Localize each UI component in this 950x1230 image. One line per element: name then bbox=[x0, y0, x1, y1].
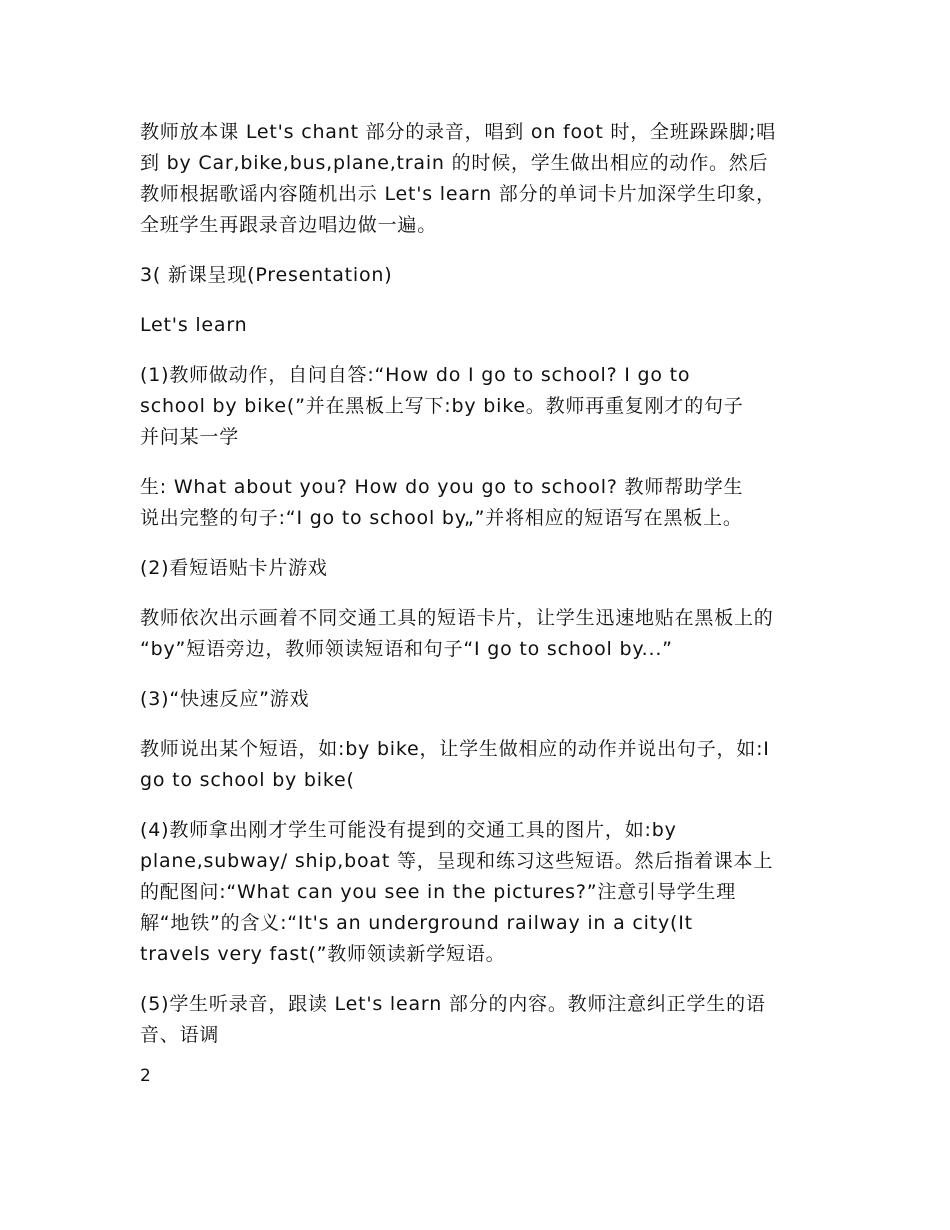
paragraph-step-2-heading bbox=[140, 553, 820, 584]
text-line: (1)教师做动作，自问自答:“How do I go to school? I go to bbox=[140, 364, 691, 386]
text-line: 说出完整的句子:“I go to school by„”并将相应的短语写在黑板上。 bbox=[140, 507, 743, 529]
text-line: 3( 新课呈现(Presentation) bbox=[140, 264, 393, 286]
paragraph-step-5 bbox=[140, 989, 820, 1051]
text-line: school by bike(”并在黑板上写下:by bike。教师再重复刚才的句子 bbox=[140, 395, 744, 417]
text-line: travels very fast(”教师领读新学短语。 bbox=[140, 943, 506, 965]
paragraph-step-4 bbox=[140, 815, 820, 970]
page-number: 2 bbox=[140, 1066, 151, 1086]
paragraph-step-3-body bbox=[140, 734, 820, 796]
paragraph-step-2-body bbox=[140, 603, 820, 665]
paragraph-step-1 bbox=[140, 360, 820, 453]
text-line: “by”短语旁边，教师领读短语和句子“I go to school by...” bbox=[140, 638, 673, 660]
text-line: 教师说出某个短语，如:by bike，让学生做相应的动作并说出句子，如:I bbox=[140, 738, 770, 760]
text-line: go to school by bike( bbox=[140, 769, 355, 791]
paragraph-lets-learn-heading bbox=[140, 310, 820, 341]
document-body bbox=[140, 117, 820, 1070]
text-line: 的配图问:“What can you see in the pictures?”注意引导学生理 bbox=[140, 881, 737, 903]
paragraph-chant-activity bbox=[140, 117, 820, 241]
text-line: (4)教师拿出刚才学生可能没有提到的交通工具的图片，如:by bbox=[140, 819, 677, 841]
text-line: 教师根据歌谣内容随机出示 Let's learn 部分的单词卡片加深学生印象， bbox=[140, 183, 776, 205]
text-line: (5)学生听录音，跟读 Let's learn 部分的内容。教师注意纠正学生的语 bbox=[140, 993, 766, 1015]
text-line: (3)“快速反应”游戏 bbox=[140, 688, 310, 710]
text-line: plane,subway/ ship,boat 等，呈现和练习这些短语。然后指着课本上 bbox=[140, 850, 774, 872]
paragraph-step-3-heading bbox=[140, 684, 820, 715]
text-line: 音、语调 bbox=[140, 1024, 220, 1046]
paragraph-section-presentation bbox=[140, 260, 820, 291]
text-line: 教师依次出示画着不同交通工具的短语卡片，让学生迅速地贴在黑板上的 bbox=[140, 607, 774, 629]
text-line: Let's learn bbox=[140, 314, 248, 336]
text-line: 到 by Car,bike,bus,plane,train 的时候，学生做出相应的动作。然后 bbox=[140, 152, 769, 174]
text-line: 全班学生再跟录音边唱边做一遍。 bbox=[140, 214, 438, 236]
text-line: 生: What about you? How do you go to school? 教师帮助学生 bbox=[140, 476, 744, 498]
text-line: 解“地铁”的含义:“It's an underground railway in a city(It bbox=[140, 912, 693, 934]
text-line: 并问某一学 bbox=[140, 426, 240, 448]
text-line: 教师放本课 Let's chant 部分的录音，唱到 on foot 时，全班跺跺脚;唱 bbox=[140, 121, 777, 143]
paragraph-step-1-continued bbox=[140, 472, 820, 534]
text-line: (2)看短语贴卡片游戏 bbox=[140, 557, 328, 579]
